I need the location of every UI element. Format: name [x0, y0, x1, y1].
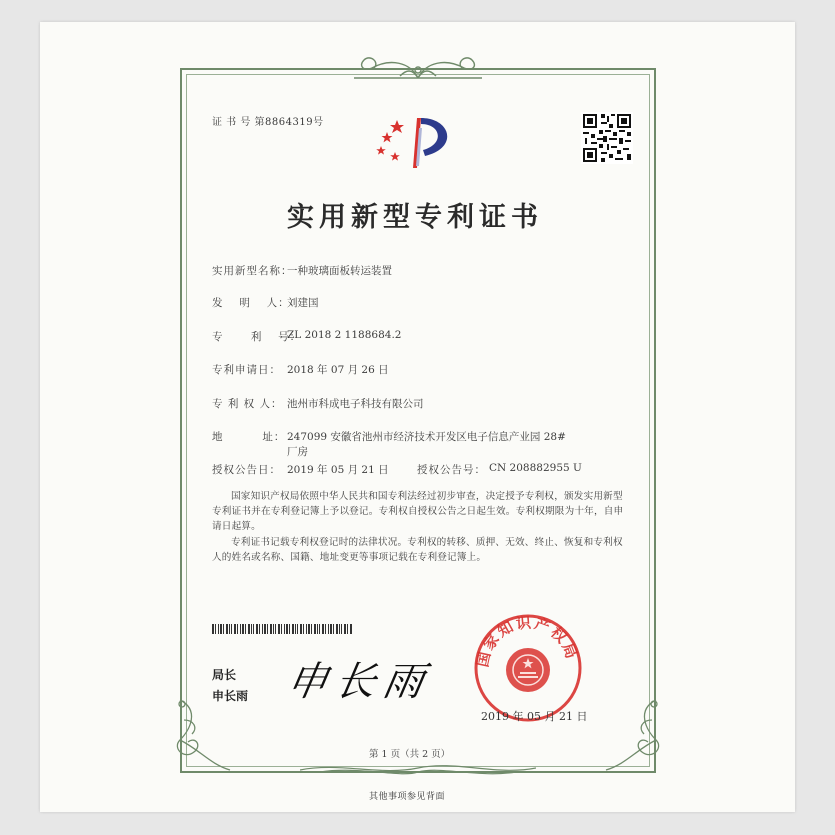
patentee-value: 池州市科成电子科技有限公司	[287, 398, 424, 410]
grant-statement-paragraph: 国家知识产权局依照中华人民共和国专利法经过初步审查，决定授予专利权，颁发实用新型专利证书并在专利登记簿上予以登记。专利权自授权公告之日起生效。专利权期限为十年，自申请日起算。	[212, 491, 624, 532]
bottom-right-ornament	[596, 690, 666, 780]
handwritten-signature: 申长雨	[283, 659, 436, 705]
top-ornament	[350, 48, 486, 84]
grant-date-value: 2019 年 05 月 21 日	[287, 464, 389, 476]
address-value: 247099 安徽省池州市经济技术开发区电子信息产业园 28#	[287, 431, 566, 443]
certificate-number-value: 8864319	[265, 117, 314, 128]
patentee-label: 专 利 权 人：	[212, 398, 283, 410]
certificate-title: 实用新型专利证书	[287, 202, 543, 233]
address-value-line2: 厂房	[287, 446, 308, 458]
grant-date-label: 授权公告日：	[212, 464, 281, 476]
certificate-number-suffix: 号	[313, 117, 324, 128]
footer-note: 其他事项参见背面	[369, 792, 446, 802]
address-label: 地 址：	[212, 431, 286, 443]
application-date-label: 专利申请日：	[212, 364, 281, 376]
utility-model-name-label: 实用新型名称：	[212, 265, 293, 277]
official-name: 申长雨	[212, 689, 249, 703]
inventor-label: 发 明 人：	[212, 297, 290, 309]
utility-model-name-value: 一种玻璃面板转运装置	[287, 265, 392, 277]
inventor-value: 刘建国	[287, 297, 319, 309]
patent-number-value: ZL 2018 2 1188684.2	[287, 329, 402, 341]
qr-code-icon	[581, 112, 633, 164]
legal-status-paragraph: 专利证书记载专利权登记时的法律状况。专利权的转移、质押、无效、终止、恢复和专利权人的姓名或名称、国籍、地址变更等事项记载在专利登记簿上。	[212, 537, 623, 563]
patent-number-label: 专 利 号：	[212, 331, 302, 343]
grant-number-label: 授权公告号：	[417, 464, 486, 476]
page-number: 第 1 页（共 2 页）	[369, 749, 451, 760]
cnipa-logo-icon	[373, 108, 463, 174]
seal-date: 2019 年 05 月 21 日	[481, 710, 588, 723]
barcode-icon	[212, 624, 352, 634]
certificate-number	[212, 113, 324, 128]
official-title: 局长	[212, 668, 237, 682]
certificate-number-label: 证 书 号 第	[212, 117, 266, 128]
grant-number-value: CN 208882955 U	[489, 462, 582, 474]
application-date-value: 2018 年 07 月 26 日	[287, 364, 389, 376]
bottom-ornament	[300, 758, 536, 778]
seal-text: 国家知识产权局	[473, 613, 582, 669]
